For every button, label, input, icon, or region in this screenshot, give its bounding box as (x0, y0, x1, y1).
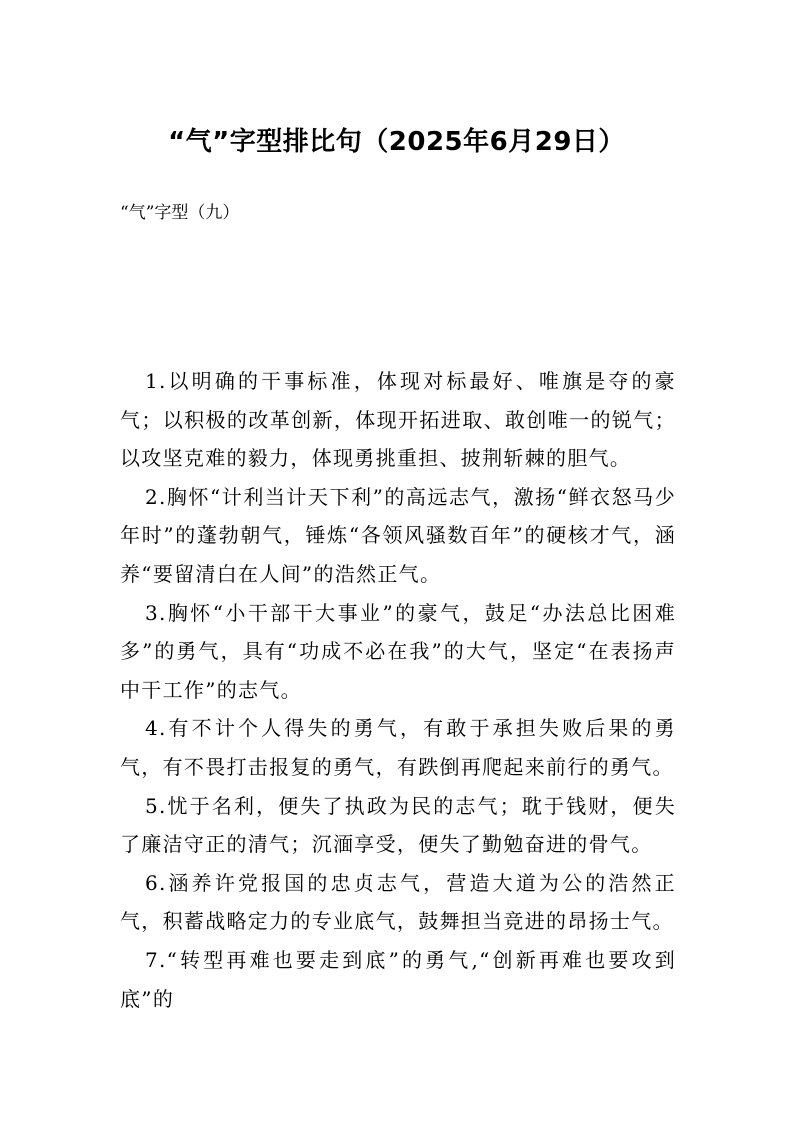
paragraph-6: 6.涵养许党报国的忠贞志气，营造大道为公的浩然正气，积蓄战略定力的专业底气，鼓舞担当竞进的昂扬士气。 (120, 870, 676, 934)
document-body (120, 362, 676, 1018)
paragraph-7: 7.“转型再难也要走到底”的勇气,“创新再难也要攻到底”的 (120, 947, 676, 1011)
document-subtitle: “气”字型（九） (120, 203, 240, 223)
paragraph-5: 5.忧于名利，便失了执政为民的志气；耽于钱财，便失了廉洁守正的清气；沉湎享受，便失了勤勉奋进的骨气。 (120, 793, 676, 857)
paragraph-4: 4.有不计个人得失的勇气，有敢于承担失败后果的勇气，有不畏打击报复的勇气，有跌倒再爬起来前行的勇气。 (120, 716, 676, 779)
paragraph-2: 2.胸怀“计利当计天下利”的高远志气，激扬“鲜衣怒马少年时”的蓬勃朝气，锤炼“各领风骚数百年”的硬核才气，涵养“要留清白在人间”的浩然正气。 (120, 484, 676, 586)
paragraph-3: 3.胸怀“小干部干大事业”的豪气，鼓足“办法总比困难多”的勇气，具有“功成不必在我”的大气，坚定“在表扬声中干工作”的志气。 (120, 600, 676, 702)
paragraph-1: 1.以明确的干事标准，体现对标最好、唯旗是夺的豪气；以积极的改革创新，体现开拓进取、敢创唯一的锐气；以攻坚克难的毅力，体现勇挑重担、披荆斩棘的胆气。 (120, 369, 676, 471)
document-title: “气”字型排比句（2025年6月29日） (168, 127, 625, 157)
